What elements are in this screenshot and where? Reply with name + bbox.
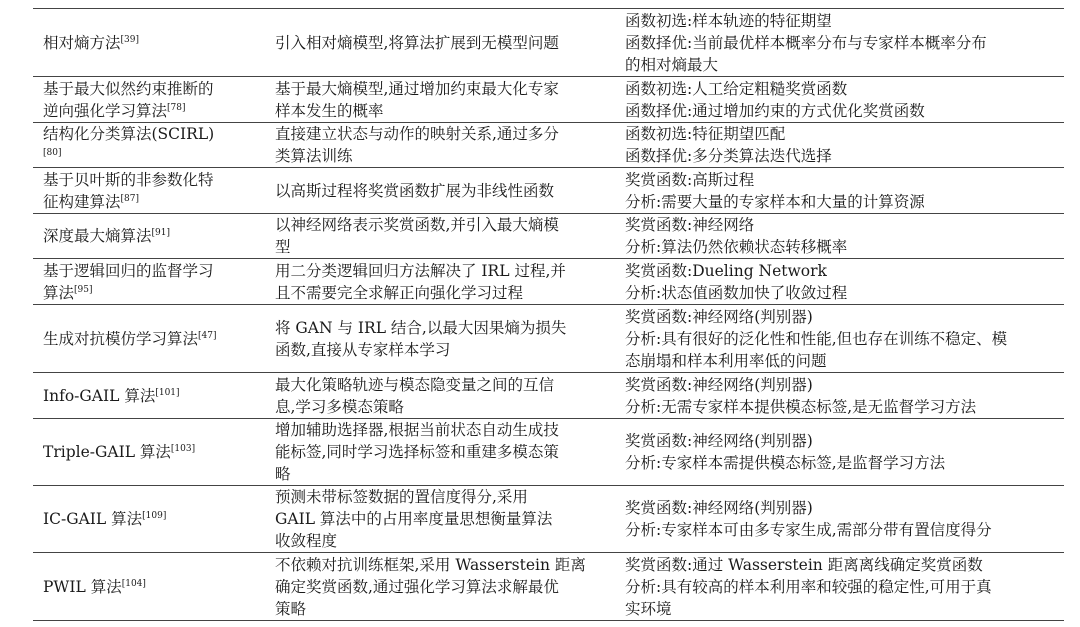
- method-name-text: 基于贝叶斯的非参数化特: [43, 170, 214, 189]
- method-name-text: Info-GAIL 算法: [43, 386, 156, 405]
- method-name-text: IC-GAIL 算法: [43, 510, 143, 528]
- reference-number: [78]: [167, 102, 186, 113]
- description-line: 以高斯过程将奖赏函数扩展为非线性函数: [275, 181, 555, 200]
- description-line: 类算法训练: [275, 147, 353, 165]
- table-row: [33, 123, 1064, 168]
- method-name-line: [43, 576, 263, 598]
- method-name-cell: [33, 553, 269, 621]
- method-name-cell: [33, 214, 269, 259]
- description-cell: [269, 168, 619, 214]
- detail-line: 函数初选:样本轨迹的特征期望: [625, 11, 832, 30]
- detail-line: 分析:算法仍然依赖状态转移概率: [625, 238, 848, 256]
- description-cell: [269, 9, 619, 77]
- method-name-cell: [33, 9, 269, 77]
- reference-number: [80]: [43, 148, 62, 158]
- description-line: 能标签,同时学习选择标签和重建多模态策: [275, 443, 559, 461]
- method-name-line: [43, 328, 263, 350]
- method-name-text: 基于最大似然约束推断的: [43, 79, 214, 98]
- description-line: 且不需要完全求解正向强化学习过程: [275, 283, 524, 302]
- table-row: [33, 305, 1064, 373]
- method-name-line: [43, 169, 263, 191]
- detail-line: 分析:具有很好的泛化性和性能,但也存在训练不稳定、模: [625, 329, 1008, 348]
- method-name-line: [43, 282, 263, 304]
- method-name-line: [43, 441, 263, 463]
- detail-cell: [619, 486, 1064, 553]
- reference-number: [39]: [120, 34, 139, 45]
- detail-line: 态崩塌和样本利用率低的问题: [625, 351, 827, 370]
- detail-line: 分析:具有较高的样本利用率和较强的稳定性,可用于真: [625, 577, 992, 596]
- method-name-cell: [33, 77, 269, 123]
- detail-line: 奖赏函数:神经网络: [625, 216, 755, 234]
- table-row: [33, 373, 1064, 419]
- reference-number: [95]: [74, 284, 93, 295]
- method-name-text: 深度最大熵算法: [43, 227, 152, 245]
- description-cell: [269, 373, 619, 419]
- detail-line: 分析:专家样本需提供模态标签,是监督学习方法: [625, 454, 946, 472]
- detail-line: 的相对熵最大: [625, 55, 719, 74]
- method-name-cell: [33, 419, 269, 486]
- detail-line: 奖赏函数:神经网络(判别器): [625, 375, 813, 394]
- reference-number: [103]: [170, 444, 196, 454]
- detail-line: 奖赏函数:Dueling Network: [625, 261, 827, 280]
- description-line: 预测未带标签数据的置信度得分,采用: [275, 488, 528, 506]
- description-line: 息,学习多模态策略: [275, 397, 404, 416]
- method-name-line: [43, 123, 263, 145]
- detail-cell: [619, 77, 1064, 123]
- description-line: 策略: [275, 599, 307, 618]
- table-row: [33, 168, 1064, 214]
- method-name-line: [43, 385, 263, 407]
- method-name-text: 征构建算法: [43, 192, 121, 211]
- detail-line: 奖赏函数:神经网络(判别器): [625, 307, 813, 326]
- detail-line: 函数择优:多分类算法迭代选择: [625, 147, 832, 165]
- detail-cell: [619, 214, 1064, 259]
- table-body: [33, 9, 1064, 621]
- reference-number: [104]: [121, 578, 146, 589]
- table-row: [33, 486, 1064, 553]
- description-cell: [269, 305, 619, 373]
- method-name-cell: [33, 168, 269, 214]
- description-line: 不依赖对抗训练框架,采用 Wasserstein 距离: [275, 555, 586, 574]
- description-line: 收敛程度: [275, 532, 338, 550]
- detail-line: 奖赏函数:神经网络(判别器): [625, 432, 813, 450]
- detail-line: 奖赏函数:神经网络(判别器): [625, 499, 813, 517]
- reference-number: [87]: [120, 193, 139, 204]
- description-line: 直接建立状态与动作的映射关系,通过多分: [275, 125, 559, 143]
- description-line: 引入相对熵模型,将算法扩展到无模型问题: [275, 33, 559, 52]
- description-line: 样本发生的概率: [275, 101, 384, 120]
- detail-line: 奖赏函数:高斯过程: [625, 170, 755, 189]
- description-line: 确定奖赏函数,通过强化学习算法求解最优: [275, 577, 559, 596]
- method-name-line: [43, 32, 263, 54]
- algorithm-table: [33, 8, 1064, 621]
- reference-number: [101]: [155, 387, 180, 398]
- method-name-text: Triple-GAIL 算法: [43, 443, 171, 461]
- description-line: 基于最大熵模型,通过增加约束最大化专家: [275, 79, 559, 98]
- method-name-text: 基于逻辑回归的监督学习: [43, 261, 214, 280]
- table-row: [33, 9, 1064, 77]
- description-cell: [269, 419, 619, 486]
- detail-line: 分析:需要大量的专家样本和大量的计算资源: [625, 192, 925, 211]
- detail-line: 函数择优:通过增加约束的方式优化奖赏函数: [625, 101, 925, 120]
- reference-number: [109]: [142, 511, 167, 521]
- description-line: 将 GAN 与 IRL 结合,以最大因果熵为损失: [275, 318, 567, 337]
- detail-line: 函数择优:当前最优样本概率分布与专家样本概率分布: [625, 33, 987, 52]
- method-name-line: [43, 191, 263, 213]
- description-cell: [269, 214, 619, 259]
- table-row: [33, 259, 1064, 305]
- table-row: [33, 214, 1064, 259]
- description-cell: [269, 486, 619, 553]
- detail-cell: [619, 419, 1064, 486]
- method-name-text: 逆向强化学习算法: [43, 101, 168, 120]
- description-line: 用二分类逻辑回归方法解决了 IRL 过程,并: [275, 261, 566, 280]
- description-cell: [269, 123, 619, 168]
- method-name-text: 算法: [43, 283, 75, 302]
- detail-cell: [619, 305, 1064, 373]
- detail-line: 实环境: [625, 599, 672, 618]
- detail-cell: [619, 9, 1064, 77]
- detail-line: 函数初选:特征期望匹配: [625, 125, 786, 143]
- description-line: 增加辅助选择器,根据当前状态自动生成技: [275, 421, 559, 439]
- detail-line: 奖赏函数:通过 Wasserstein 距离离线确定奖赏函数: [625, 555, 983, 574]
- detail-cell: [619, 553, 1064, 621]
- detail-line: 函数初选:人工给定粗糙奖赏函数: [625, 79, 848, 98]
- method-name-cell: [33, 373, 269, 419]
- method-name-line: [43, 225, 263, 247]
- description-line: 最大化策略轨迹与模态隐变量之间的互信: [275, 375, 555, 394]
- method-name-cell: [33, 259, 269, 305]
- description-cell: [269, 553, 619, 621]
- method-name-line: [43, 508, 263, 530]
- method-name-text: 结构化分类算法(SCIRL): [43, 125, 215, 143]
- table-row: [33, 553, 1064, 621]
- method-name-text: 生成对抗模仿学习算法: [43, 329, 199, 348]
- method-name-text: PWIL 算法: [43, 577, 122, 596]
- method-name-cell: [33, 123, 269, 168]
- description-line: 型: [275, 238, 291, 256]
- detail-line: 分析:状态值函数加快了收敛过程: [625, 283, 848, 302]
- method-name-line: [43, 260, 263, 282]
- method-name-cell: [33, 486, 269, 553]
- method-name-cell: [33, 305, 269, 373]
- description-cell: [269, 77, 619, 123]
- description-line: 略: [275, 465, 291, 483]
- detail-cell: [619, 259, 1064, 305]
- detail-cell: [619, 168, 1064, 214]
- description-cell: [269, 259, 619, 305]
- detail-cell: [619, 373, 1064, 419]
- detail-cell: [619, 123, 1064, 168]
- reference-number: [47]: [198, 330, 217, 341]
- table-row: [33, 77, 1064, 123]
- method-name-line: [43, 100, 263, 122]
- description-line: GAIL 算法中的占用率度量思想衡量算法: [275, 510, 553, 528]
- method-name-line: [43, 78, 263, 100]
- description-line: 以神经网络表示奖赏函数,并引入最大熵模: [275, 216, 559, 234]
- method-name-line: [43, 145, 263, 167]
- method-name-text: 相对熵方法: [43, 33, 121, 52]
- detail-line: 分析:专家样本可由多专家生成,需部分带有置信度得分: [625, 521, 992, 539]
- reference-number: [91]: [151, 228, 170, 238]
- description-line: 函数,直接从专家样本学习: [275, 340, 451, 359]
- table-row: [33, 419, 1064, 486]
- detail-line: 分析:无需专家样本提供模态标签,是无监督学习方法: [625, 397, 977, 416]
